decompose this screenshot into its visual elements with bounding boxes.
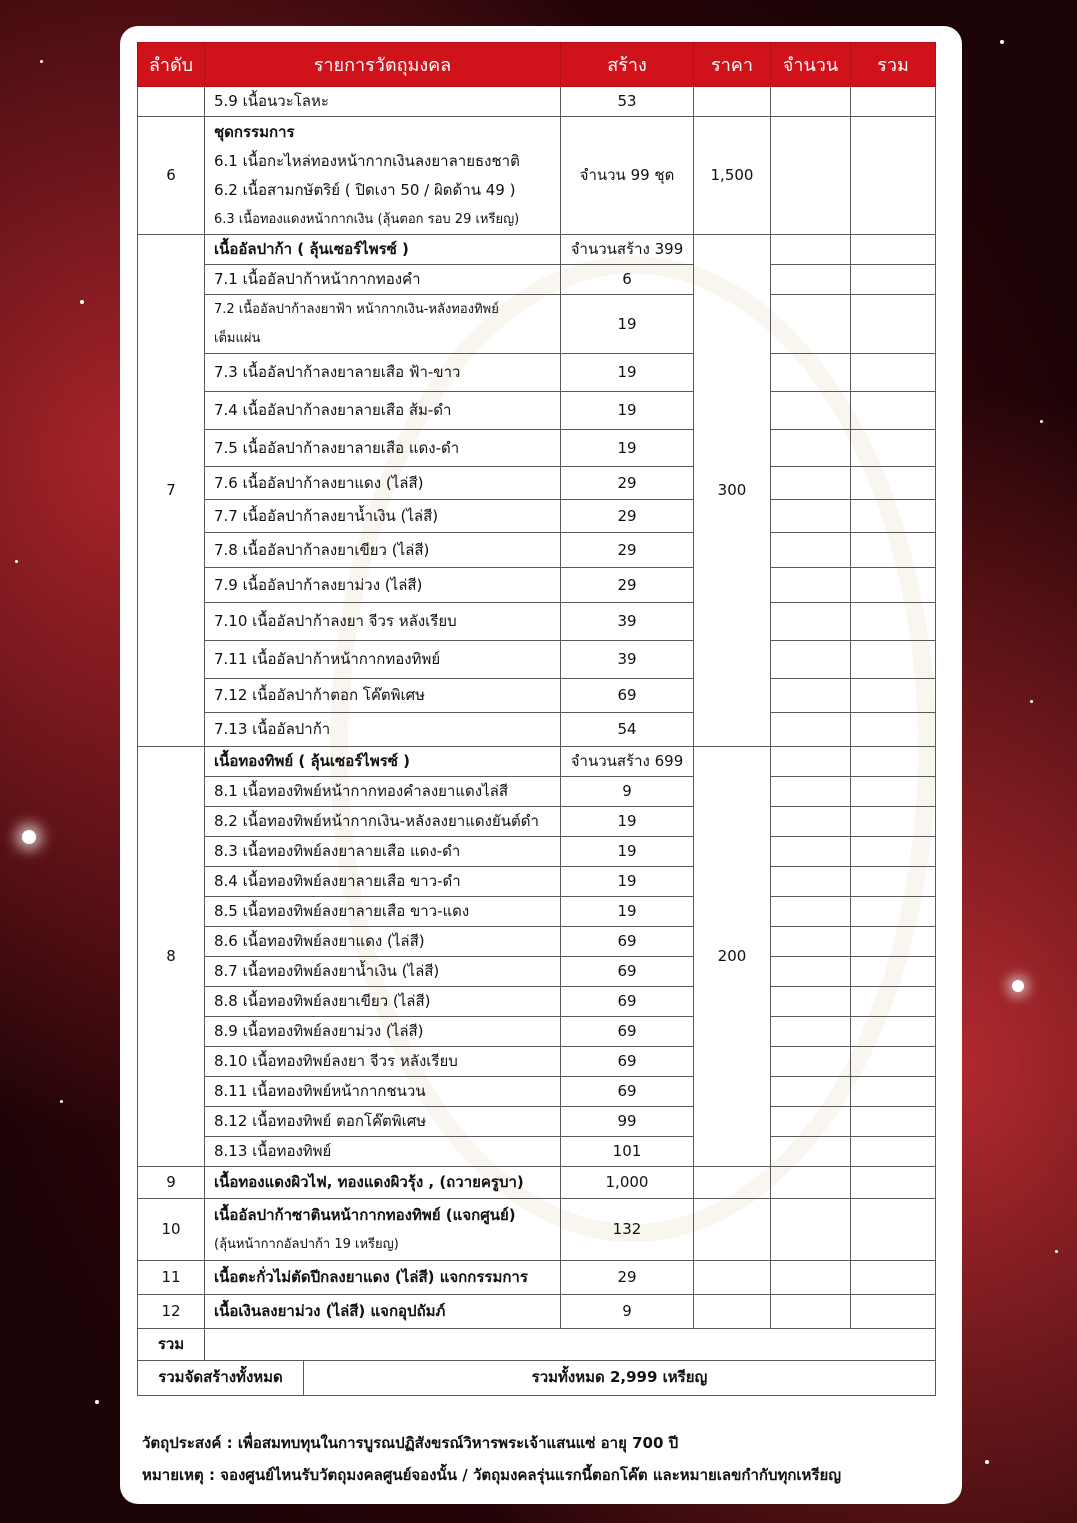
item-line: 7.13 เนื้ออัลปาก้า (214, 720, 331, 738)
cell-desc (205, 467, 561, 500)
cell-qty (771, 1107, 851, 1137)
cell-qty (771, 747, 851, 777)
cell-total (851, 467, 936, 500)
cell-build: 54 (561, 713, 694, 747)
item-line: 8.5 เนื้อทองทิพย์ลงยาลายเสือ ขาว-แดง (214, 902, 470, 920)
cell-qty (771, 533, 851, 568)
item-line: 8.13 เนื้อทองทิพย์ (214, 1142, 332, 1160)
cell-qty (771, 1167, 851, 1199)
table-row (138, 867, 936, 897)
cell-price (694, 87, 771, 117)
cell-build: 69 (561, 927, 694, 957)
row-line: (ลุ้นหน้ากากอัลปาก้า 19 เหรียญ) (214, 1236, 399, 1252)
star (1030, 700, 1033, 703)
cell-desc (205, 265, 561, 295)
cell-no (138, 87, 205, 117)
item-line: 7.11 เนื้ออัลปาก้าหน้ากากทองทิพย์ (214, 650, 441, 668)
cell-desc (205, 957, 561, 987)
cell-price (694, 1199, 771, 1261)
table-row (138, 1167, 936, 1199)
cell-total (851, 430, 936, 467)
cell-build: 101 (561, 1137, 694, 1167)
cell-qty (771, 1047, 851, 1077)
table-row (138, 1107, 936, 1137)
cell-build: จำนวน 99 ชุด (561, 117, 694, 235)
table-row (138, 1017, 936, 1047)
col-header-build: สร้าง (561, 43, 694, 87)
cell-desc (205, 713, 561, 747)
cell-total (851, 641, 936, 679)
cell-desc: 5.9 เนื้อนวะโลหะ (205, 87, 561, 117)
table-row (138, 987, 936, 1017)
table-row (138, 679, 936, 713)
cell-total (851, 500, 936, 533)
cell-total (851, 354, 936, 392)
cell-total (851, 867, 936, 897)
cell-build: 132 (561, 1199, 694, 1261)
group-title-row (138, 235, 936, 265)
cell-desc (205, 603, 561, 641)
group-title: เนื้อทองทิพย์ ( ลุ้นเซอร์ไพรซ์ ) (205, 747, 561, 777)
cell-total (851, 87, 936, 117)
item-line: 8.4 เนื้อทองทิพย์ลงยาลายเสือ ขาว-ดำ (214, 872, 461, 890)
star (1040, 420, 1043, 423)
purpose-text: วัตถุประสงค์ : เพื่อสมทบทุนในการบูรณปฏิสังขรณ์วิหารพระเจ้าแสนแซ่ อายุ 700 ปี (142, 1434, 679, 1452)
table-row (138, 777, 936, 807)
item-line: 7.9 เนื้ออัลปาก้าลงยาม่วง (ไล่สี) (214, 575, 423, 594)
cell-desc (205, 807, 561, 837)
note-text: หมายเหตุ : จองศูนย์ไหนรับวัตถุมงคลศูนย์จองนั้น / วัตถุมงคลรุ่นแรกนี้ตอกโค๊ต และหมายเลขกำกับทุกเหรียญ (142, 1466, 842, 1484)
cell-desc (205, 568, 561, 603)
cell-total (851, 1295, 936, 1329)
item-line: 7.5 เนื้ออัลปาก้าลงยาลายเสือ แดง-ดำ (214, 438, 460, 457)
cell-qty (771, 927, 851, 957)
table-row (138, 392, 936, 430)
cell-build: 29 (561, 500, 694, 533)
cell-total (851, 1137, 936, 1167)
cell-desc (205, 679, 561, 713)
sum-value (205, 1329, 936, 1361)
group-title: เนื้ออัลปาก้า ( ลุ้นเซอร์ไพรซ์ ) (205, 235, 561, 265)
cell-desc (205, 777, 561, 807)
cell-total (851, 1077, 936, 1107)
cell-total (851, 1017, 936, 1047)
cell-qty (771, 500, 851, 533)
cell-total (851, 568, 936, 603)
cell-build: 69 (561, 957, 694, 987)
star (15, 560, 18, 563)
cell-build: 69 (561, 987, 694, 1017)
cell-build: 19 (561, 867, 694, 897)
cell-qty (771, 641, 851, 679)
group-line: 6.3 เนื้อทองแดงหน้ากากเงิน (ลุ้นตอก รอบ 29 เหรียญ) (214, 211, 520, 227)
cell-build: 29 (561, 467, 694, 500)
cell-desc (205, 295, 561, 354)
col-header-price: ราคา (694, 43, 771, 87)
cell-total (851, 1047, 936, 1077)
item-line: 7.10 เนื้ออัลปาก้าลงยา จีวร หลังเรียบ (214, 612, 457, 630)
row-line: เนื้ออัลปาก้าซาตินหน้ากากทองทิพย์ (แจกศูนย์) (214, 1205, 516, 1224)
table-row (138, 354, 936, 392)
table-row (138, 1137, 936, 1167)
cell-total (851, 603, 936, 641)
table-row (138, 265, 936, 295)
item-line: 7.2 เนื้ออัลปาก้าลงยาฟ้า หน้ากากเงิน-หลังทองทิพย์ (214, 302, 499, 317)
cell-total (851, 679, 936, 713)
item-line: 7.6 เนื้ออัลปาก้าลงยาแดง (ไล่สี) (214, 473, 424, 492)
cell-price (694, 1261, 771, 1295)
cell-desc (205, 354, 561, 392)
cell-price (694, 1167, 771, 1199)
cell-qty (771, 87, 851, 117)
cell-total (851, 837, 936, 867)
star (95, 1400, 99, 1404)
cell-desc (205, 430, 561, 467)
group-title: ชุดกรรมการ (214, 122, 295, 141)
group-title-row (138, 747, 936, 777)
cell-build: 29 (561, 1261, 694, 1295)
cell-desc (205, 1077, 561, 1107)
cell-desc (205, 392, 561, 430)
content-card (120, 26, 962, 1504)
cell-desc (205, 641, 561, 679)
cell-total (851, 807, 936, 837)
table-row (138, 641, 936, 679)
item-line: 8.6 เนื้อทองทิพย์ลงยาแดง (ไล่สี) (214, 932, 425, 950)
table-row (138, 1261, 936, 1295)
item-line: เต็มแผ่น (214, 331, 261, 346)
item-line: 8.2 เนื้อทองทิพย์หน้ากากเงิน-หลังลงยาแดงยันต์ดำ (214, 812, 539, 830)
cell-qty (771, 603, 851, 641)
cell-desc (205, 1199, 561, 1261)
table-row (138, 467, 936, 500)
item-line: 8.12 เนื้อทองทิพย์ ตอกโค๊ตพิเศษ (214, 1112, 427, 1130)
cell-desc: เนื้อตะกั่วไม่ตัดปีกลงยาแดง (ไล่สี) แจกกรรมการ (205, 1261, 561, 1295)
col-header-total: รวม (851, 43, 936, 87)
star (40, 60, 43, 63)
cell-total (851, 747, 936, 777)
cell-total (851, 265, 936, 295)
cell-desc: เนื้อเงินลงยาม่วง (ไล่สี) แจกอุปถัมภ์ (205, 1295, 561, 1329)
cell-qty (771, 1199, 851, 1261)
star (1000, 40, 1004, 44)
cell-desc (205, 1047, 561, 1077)
cell-build: จำนวนสร้าง 699 (561, 747, 694, 777)
item-line: 8.3 เนื้อทองทิพย์ลงยาลายเสือ แดง-ดำ (214, 842, 461, 860)
table-row (138, 87, 936, 117)
sum-label: รวม (138, 1329, 205, 1361)
cell-build: 19 (561, 430, 694, 467)
cell-build: 19 (561, 837, 694, 867)
table-row (138, 927, 936, 957)
table-header-row (138, 43, 936, 87)
table-row (138, 1295, 936, 1329)
star (80, 300, 84, 304)
item-line: 8.10 เนื้อทองทิพย์ลงยา จีวร หลังเรียบ (214, 1052, 458, 1070)
cell-qty (771, 1261, 851, 1295)
cell-price: 1,500 (694, 117, 771, 235)
cell-desc (205, 837, 561, 867)
cell-qty (771, 1295, 851, 1329)
cell-desc (205, 1017, 561, 1047)
cell-price: 200 (694, 747, 771, 1167)
cell-qty (771, 1017, 851, 1047)
cell-build: 39 (561, 603, 694, 641)
cell-total (851, 1261, 936, 1295)
star (1012, 980, 1024, 992)
cell-qty (771, 1137, 851, 1167)
grand-total-value: รวมทั้งหมด 2,999 เหรียญ (304, 1361, 936, 1395)
cell-build: 99 (561, 1107, 694, 1137)
grand-total-table (137, 1361, 936, 1396)
cell-no: 10 (138, 1199, 205, 1261)
item-line: 7.8 เนื้ออัลปาก้าลงยาเขียว (ไล่สี) (214, 540, 430, 559)
table-row (138, 568, 936, 603)
cell-qty (771, 837, 851, 867)
cell-total (851, 957, 936, 987)
table-row (138, 1199, 936, 1261)
group-line: 6.2 เนื้อสามกษัตริย์ ( ปิดเงา 50 / ผิดด้าน 49 ) (214, 180, 516, 199)
table-row (138, 500, 936, 533)
cell-no: 11 (138, 1261, 205, 1295)
cell-qty (771, 568, 851, 603)
group7-body (138, 235, 936, 747)
cell-desc (205, 117, 561, 235)
cell-qty (771, 1077, 851, 1107)
col-header-qty: จำนวน (771, 43, 851, 87)
cell-total (851, 235, 936, 265)
cell-build: 9 (561, 777, 694, 807)
cell-qty (771, 117, 851, 235)
cell-build: 1,000 (561, 1167, 694, 1199)
cell-build: 29 (561, 568, 694, 603)
cell-price: 300 (694, 235, 771, 747)
cell-total (851, 1107, 936, 1137)
cell-build: 19 (561, 897, 694, 927)
item-line: 7.12 เนื้ออัลปาก้าตอก โค๊ตพิเศษ (214, 686, 426, 704)
cell-qty (771, 777, 851, 807)
table-row (138, 295, 936, 354)
amulet-table-wrapper (137, 42, 935, 1396)
cell-total (851, 897, 936, 927)
cell-no: 7 (138, 235, 205, 747)
item-line: 8.9 เนื้อทองทิพย์ลงยาม่วง (ไล่สี) (214, 1022, 424, 1040)
cell-build: 19 (561, 392, 694, 430)
cell-build: 29 (561, 533, 694, 568)
cell-total (851, 117, 936, 235)
cell-qty (771, 987, 851, 1017)
cell-desc (205, 500, 561, 533)
cell-build: 69 (561, 679, 694, 713)
cell-qty (771, 467, 851, 500)
table-row (138, 897, 936, 927)
cell-qty (771, 392, 851, 430)
cell-desc: เนื้อทองแดงผิวไฟ, ทองแดงผิวรุ้ง , (ถวายครูบา) (205, 1167, 561, 1199)
cell-no: 6 (138, 117, 205, 235)
sum-row (138, 1329, 936, 1361)
table-row (138, 1047, 936, 1077)
cell-qty (771, 807, 851, 837)
cell-qty (771, 295, 851, 354)
group8-body (138, 747, 936, 1167)
cell-desc (205, 987, 561, 1017)
item-line: 7.1 เนื้ออัลปาก้าหน้ากากทองคำ (214, 270, 421, 288)
star (1055, 1250, 1058, 1253)
cell-desc (205, 867, 561, 897)
cell-qty (771, 897, 851, 927)
cell-qty (771, 354, 851, 392)
table-row (138, 713, 936, 747)
cell-build: 39 (561, 641, 694, 679)
cell-build: 19 (561, 807, 694, 837)
star (985, 1460, 989, 1464)
col-header-no: ลำดับ (138, 43, 205, 87)
cell-build: 69 (561, 1017, 694, 1047)
cell-build: 69 (561, 1047, 694, 1077)
cell-total (851, 713, 936, 747)
cell-desc (205, 533, 561, 568)
cell-build: 69 (561, 1077, 694, 1107)
star (22, 830, 36, 844)
cell-build: 9 (561, 1295, 694, 1329)
star (60, 1100, 63, 1103)
cell-build: 19 (561, 354, 694, 392)
cell-build: 6 (561, 265, 694, 295)
cell-qty (771, 713, 851, 747)
table-row (138, 117, 936, 235)
cell-build: จำนวนสร้าง 399 (561, 235, 694, 265)
table-row (138, 603, 936, 641)
amulet-table (137, 42, 936, 1361)
cell-total (851, 927, 936, 957)
cell-build: 19 (561, 295, 694, 354)
cell-total (851, 295, 936, 354)
cell-qty (771, 430, 851, 467)
table-row (138, 430, 936, 467)
cell-desc (205, 927, 561, 957)
cell-total (851, 1167, 936, 1199)
cell-build: 53 (561, 87, 694, 117)
table-row (138, 957, 936, 987)
cell-total (851, 1199, 936, 1261)
item-line: 8.1 เนื้อทองทิพย์หน้ากากทองคำลงยาแดงไล่สี (214, 782, 508, 800)
cell-total (851, 987, 936, 1017)
cell-price (694, 1295, 771, 1329)
table-row (138, 1077, 936, 1107)
item-line: 8.7 เนื้อทองทิพย์ลงยาน้ำเงิน (ไล่สี) (214, 962, 440, 980)
cell-no: 12 (138, 1295, 205, 1329)
table-row (138, 837, 936, 867)
group-line: 6.1 เนื้อกะไหล่ทองหน้ากากเงินลงยาลายธงชาติ (214, 151, 520, 170)
table-row (138, 533, 936, 568)
cell-total (851, 533, 936, 568)
cell-total (851, 392, 936, 430)
cell-total (851, 777, 936, 807)
cell-desc (205, 1107, 561, 1137)
cell-no: 9 (138, 1167, 205, 1199)
grand-total-label: รวมจัดสร้างทั้งหมด (138, 1361, 304, 1395)
col-header-item: รายการวัตถุมงคล (205, 43, 561, 87)
item-line: 7.4 เนื้ออัลปาก้าลงยาลายเสือ ส้ม-ดำ (214, 401, 452, 419)
cell-desc (205, 897, 561, 927)
cell-qty (771, 679, 851, 713)
cell-desc (205, 1137, 561, 1167)
cell-no: 8 (138, 747, 205, 1167)
item-line: 8.11 เนื้อทองทิพย์หน้ากากชนวน (214, 1082, 426, 1100)
cell-qty (771, 265, 851, 295)
cell-qty (771, 867, 851, 897)
item-line: 7.3 เนื้ออัลปาก้าลงยาลายเสือ ฟ้า-ขาว (214, 363, 461, 381)
item-line: 8.8 เนื้อทองทิพย์ลงยาเขียว (ไล่สี) (214, 992, 431, 1010)
item-line: 7.7 เนื้ออัลปาก้าลงยาน้ำเงิน (ไล่สี) (214, 506, 439, 525)
cell-qty (771, 957, 851, 987)
cell-qty (771, 235, 851, 265)
grand-total-row (138, 1361, 936, 1395)
table-row (138, 807, 936, 837)
